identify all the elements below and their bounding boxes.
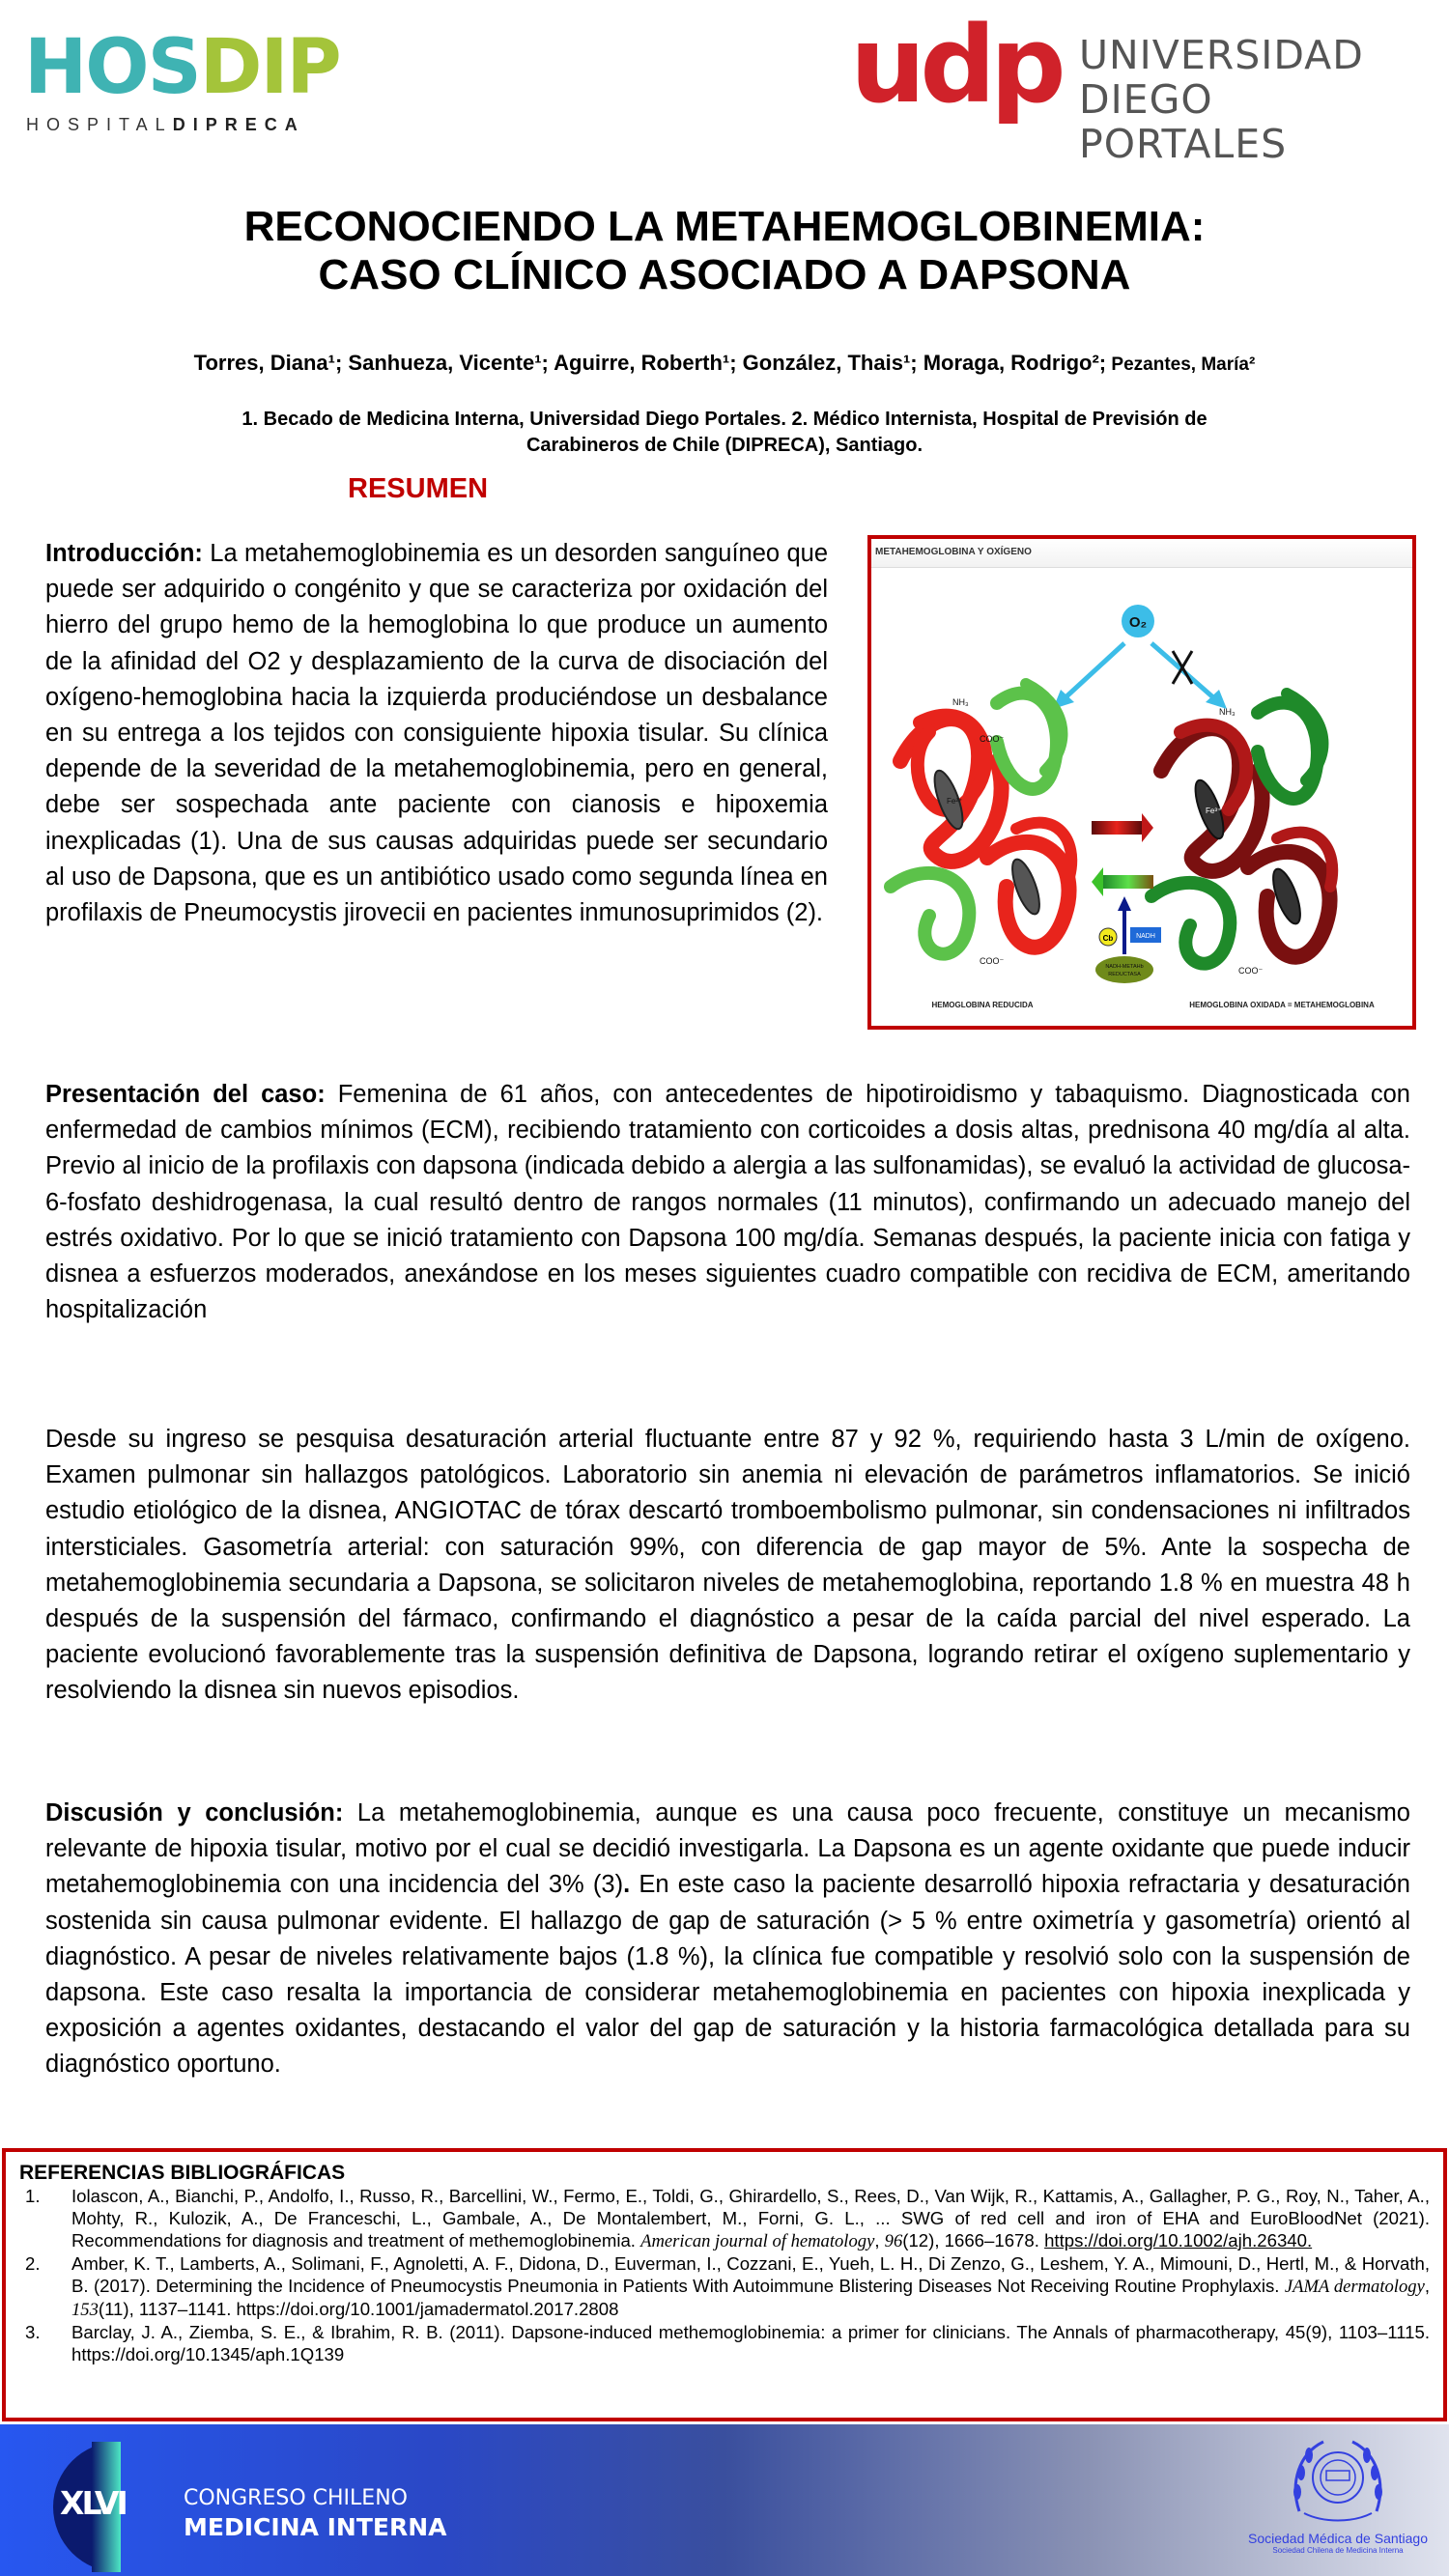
udp-name-line2: DIEGO PORTALES — [1079, 76, 1288, 167]
congress-line-2: MEDICINA INTERNA — [184, 2513, 447, 2541]
svg-text:NADH: NADH — [1136, 933, 1155, 940]
svg-text:Cb: Cb — [1102, 934, 1114, 943]
references-title: REFERENCIAS BIBLIOGRÁFICAS — [19, 2162, 346, 2184]
svg-text:NH₃: NH₃ — [952, 697, 969, 707]
reference-sep: , — [1424, 2276, 1430, 2296]
poster-title — [0, 203, 1449, 299]
reference-journal: JAMA dermatology — [1284, 2277, 1425, 2297]
reference-item — [19, 2252, 1430, 2321]
svg-text:REDUCTASA: REDUCTASA — [1108, 972, 1141, 977]
right-caption: HEMOGLOBINA OXIDADA = METAHEMOGLOBINA — [1189, 1001, 1375, 1009]
svg-text:COO⁻: COO⁻ — [980, 956, 1005, 966]
reference-text: Barclay, J. A., Ziemba, S. E., & Ibrahim, R. B. (2011). Dapsone-induced methemoglobinemia: a primer for clinicians. The Annals of pharmacotherapy, 45(9), 1103–1115. https://doi.org/10.1345/aph.1Q139 — [71, 2322, 1430, 2364]
reduction-arrow-icon — [1092, 867, 1153, 896]
reference-number: 1. — [25, 2186, 41, 2206]
reference-sep: , — [874, 2230, 885, 2250]
svg-text:COO⁻: COO⁻ — [1238, 966, 1264, 976]
o2-molecule-icon — [1122, 605, 1154, 637]
hemoglobin-diagram — [871, 568, 1412, 1026]
reference-journal: American journal of hematology — [640, 2231, 875, 2251]
society-logo — [1246, 2434, 1430, 2574]
oxidation-arrow-icon — [1092, 813, 1153, 842]
affiliations — [58, 407, 1391, 459]
o2-blocked-arrow-icon — [1151, 643, 1227, 709]
svg-text:COO⁻: COO⁻ — [980, 734, 1005, 744]
intro-heading: Introducción: — [45, 540, 203, 567]
author-list — [58, 350, 1391, 379]
authors-tail: Pezantes, María² — [1106, 354, 1256, 375]
references-box — [2, 2148, 1447, 2421]
case-heading: Presentación del caso: — [45, 1081, 326, 1108]
society-subtitle: Sociedad Chilena de Medicina Interna — [1272, 2546, 1404, 2555]
reference-number: 2. — [25, 2253, 41, 2274]
title-line-1: RECONOCIENDO LA METAHEMOGLOBINEMIA: — [243, 203, 1206, 250]
left-caption: HEMOGLOBINA REDUCIDA — [931, 1001, 1034, 1009]
reduced-hemoglobin-icon — [891, 684, 1071, 966]
reference-number: 3. — [25, 2322, 41, 2342]
svg-text:Fe³⁺: Fe³⁺ — [1206, 807, 1222, 815]
intro-paragraph — [45, 536, 828, 931]
intro-text: La metahemoglobinemia es un desorden sanguíneo que puede ser adquirido o congénito y que se caracteriza por oxidación del hierro del grupo hemo de la hemoglobina lo que produce un aumento de la afinidad del O2 y desplazamiento de la curva de disociación del oxígeno-hemoglobina hacia la izquierda produciéndose un desbalance en su entrega a los tejidos con consiguiente hipoxia tisular. Su clínica depende de la severidad de la metahemoglobinemia, pero en general, debe ser sospechada ante paciente con cianosis e hipoxemia inexplicadas (1). Una de sus causas adquiridas puede ser secundario al uso de Dapsona, que es un antibiótico usado como segunda línea en profilaxis de Pneumocystis jirovecii en pacientes inmunosuprimidos (2). — [45, 540, 828, 927]
svg-text:NH₃: NH₃ — [1219, 707, 1236, 717]
nadh-pathway-icon — [1095, 896, 1161, 983]
o2-binding-arrow-icon — [1053, 643, 1124, 709]
udp-name — [1079, 33, 1430, 166]
hosdip-subtitle — [26, 115, 305, 135]
reference-item — [19, 2185, 1430, 2252]
congress-badge: XLVI — [60, 2484, 126, 2522]
hosdip-wordmark — [24, 24, 340, 111]
discussion-text-b: En este caso la paciente desarrolló hipoxia refractaria y desaturación sostenida sin causa pulmonar evidente. El hallazgo de gap de saturación (> 5 % entre oximetría y gasometría) orientó al diagnóstico. A pesar de niveles relativamente bajos (1.8 %), la clínica fue compatible y resolvió solo con la suspensión de dapsona. Este caso resalta la importancia de considerar metahemoglobinemia en pacientes con hipoxia inexplicada y exposición a agentes oxidantes, destacando el valor del gap de saturación y la historia farmacológica detallada para su diagnóstico oportuno. — [45, 1871, 1410, 2079]
svg-text:NADH-METAHb: NADH-METAHb — [1105, 964, 1144, 970]
discussion-bold-dot: . — [623, 1871, 631, 1899]
case-paragraph — [45, 1077, 1410, 1328]
reference-tail: (11), 1137–1141. https://doi.org/10.1001/jamadermatol.2017.2808 — [98, 2299, 619, 2319]
svg-text:O₂: O₂ — [1128, 614, 1148, 631]
oxidized-hemoglobin-icon — [1151, 694, 1332, 976]
authors-main: Torres, Diana¹; Sanhueza, Vicente¹; Aguirre, Roberth¹; González, Thais¹; Moraga, Rodrigo²; — [193, 351, 1107, 375]
reference-item — [19, 2321, 1430, 2365]
case-text: Femenina de 61 años, con antecedentes de hipotiroidismo y tabaquismo. Diagnosticada con enfermedad de cambios mínimos (ECM), recibiendo tratamiento con corticoides a dosis altas, prednisona 40 mg/día al alta. Previo al inicio de la profilaxis con dapsona (indicada debido a alergia a las sulfonamidas), se evaluó la actividad de glucosa-6-fosfato deshidrogenasa, la cual resultó dentro de rangos normales (11 minutos), confirmando un adecuado manejo del estrés oxidativo. Por lo que se inició tratamiento con Dapsona 100 mg/día. Semanas después, la paciente inicia con fatiga y disnea a esfuerzos moderados, anexándose en los meses siguientes cuadro compatible con recidiva de ECM, ameritando hospitalización — [45, 1081, 1410, 1324]
discussion-paragraph — [45, 1796, 1410, 2083]
footer-banner — [0, 2424, 1449, 2576]
reference-doi-link[interactable]: https://doi.org/10.1002/ajh.26340. — [1044, 2230, 1313, 2250]
udp-name-line1: UNIVERSIDAD — [1079, 32, 1364, 78]
hosdip-sub-light: HOSPITAL — [26, 115, 173, 134]
affiliation-line-1: 1. Becado de Medicina Interna, Universidad Diego Portales. 2. Médico Internista, Hospital de Previsión de — [242, 409, 1208, 430]
discussion-text-a: La metahemoglobinemia, aunque es una causa poco frecuente, constituye un mecanismo relevante de hipoxia tisular, motivo por el cual se decidió investigarla. La Dapsona es un agente oxidante que puede inducir metahemoglobinemia con una incidencia del 3% (3) — [45, 1799, 1410, 1899]
discussion-heading: Discusión y conclusión: — [45, 1799, 344, 1826]
methemoglobin-figure — [867, 535, 1416, 1030]
hosdip-logo — [24, 24, 372, 140]
congress-line-1: CONGRESO CHILENO — [184, 2486, 408, 2510]
udp-logo — [850, 3, 1430, 167]
society-name: Sociedad Médica de Santiago — [1247, 2531, 1429, 2546]
hosdip-lime-text: DIP — [199, 24, 340, 111]
svg-text:Fe²⁺: Fe²⁺ — [947, 797, 963, 806]
hosdip-sub-bold: DIPRECA — [172, 115, 305, 134]
title-line-2: CASO CLÍNICO ASOCIADO A DAPSONA — [318, 251, 1131, 298]
affiliation-line-2: Carabineros de Chile (DIPRECA), Santiago. — [526, 435, 923, 456]
reference-volume: 153 — [71, 2300, 99, 2320]
admission-paragraph: Desde su ingreso se pesquisa desaturación arterial fluctuante entre 87 y 92 %, requiriendo hasta 3 L/min de oxígeno. Examen pulmonar sin hallazgos patológicos. Laboratorio sin anemia ni elevación de parámetros inflamatorios. Se inició estudio etiológico de la disnea, ANGIOTAC de tórax descartó tromboembolismo pulmonar, sin condensaciones ni infiltrados intersticiales. Gasometría arterial: con saturación 99%, con diferencia de gap mayor de 5%. Ante la sospecha de metahemoglobinemia secundaria a Dapsona, se solicitaron niveles de metahemoglobina, reportando 1.8 % en muestra 48 h después de la suspensión del fármaco, confirmando el diagnóstico a pesar de la caída parcial del nivel esperado. La paciente evolucionó favorablemente tras la suspensión definitiva de Dapsona, logrando retirar el oxígeno suplementario y resolviendo la disnea sin nuevos episodios. — [45, 1426, 1410, 1705]
reference-volume: 96 — [884, 2231, 903, 2251]
udp-mark: udp — [850, 3, 1061, 127]
hosdip-teal-text: HOS — [24, 24, 200, 111]
figure-header: METAHEMOGLOBINA Y OXÍGENO — [871, 539, 1412, 568]
reference-text: Iolascon, A., Bianchi, P., Andolfo, I., Russo, R., Barcellini, W., Fermo, E., Toldi, G., Ghirardello, S., Rees, D., Van Wijk, R., Kattamis, A., Gallagher, P. G., Roy, N., Taher, A., Mohty, R., Kulozik, A., De Franceschi, L., Gambale, A., De Montalembert, M., Forni, G. L., ... SWG of red cell and iron of EHA and EuroBloodNet (2021). Recommendations for diagnosis and treatment of methemoglobinemia. — [71, 2186, 1430, 2250]
laurel-emblem-icon — [1280, 2434, 1396, 2526]
reference-text: Amber, K. T., Lamberts, A., Solimani, F., Agnoletti, A. F., Didona, D., Euverman, I., Cozzani, E., Yueh, L. H., Di Zenzo, G., Leshem, Y. A., Mimouni, D., Hertl, M., & Horvath, B. (2017). Determining the Incidence of Pneumocystis Pneumonia in Patients With Autoimmune Blistering Diseases Not Receiving Routine Prophylaxis. — [71, 2253, 1430, 2296]
section-label-resumen: RESUMEN — [348, 473, 489, 504]
reference-tail: (12), 1666–1678. — [902, 2230, 1045, 2250]
